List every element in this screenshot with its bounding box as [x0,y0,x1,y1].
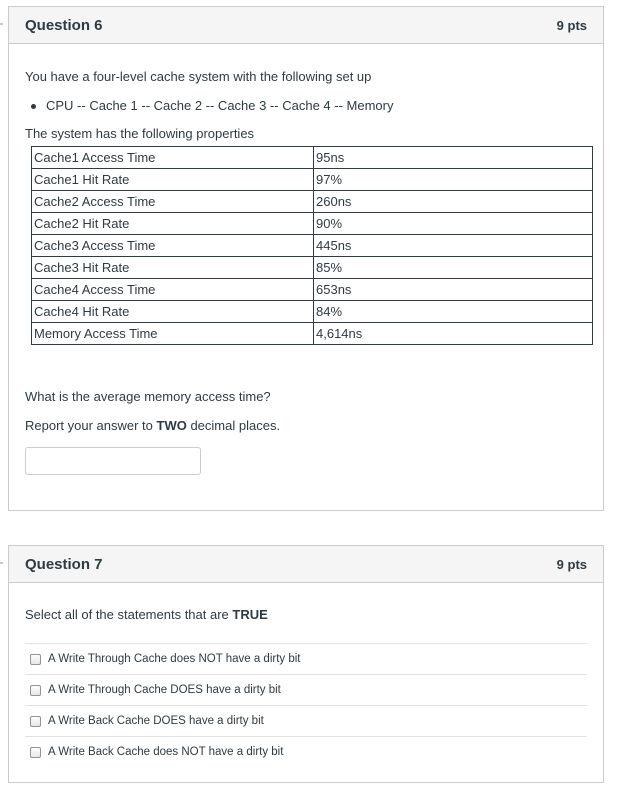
answer-option[interactable] [25,736,587,767]
answer-option-label: A Write Through Cache DOES have a dirty bit [48,684,281,696]
property-value-cell: 97% [314,169,593,191]
property-value-cell: 84% [314,301,593,323]
property-name-cell: Cache2 Access Time [32,191,314,213]
answer-option[interactable] [25,643,587,674]
answer-option-label: A Write Back Cache DOES have a dirty bit [48,715,264,727]
cache-setup-text: CPU -- Cache 1 -- Cache 2 -- Cache 3 -- Cache 4 -- Memory [46,98,394,113]
table-row [32,147,593,169]
question-6-title: Question 6 [25,16,103,34]
answer-options [25,643,587,767]
question-7-header [9,546,603,583]
instruction-prefix: Report your answer to [25,418,157,433]
answer-option[interactable] [25,674,587,705]
property-name-cell: Cache1 Access Time [32,147,314,169]
property-name-cell: Cache1 Hit Rate [32,169,314,191]
prompt-bold: TRUE [232,607,268,622]
answer-option-label: A Write Back Cache does NOT have a dirty bit [48,746,284,758]
bullet-dot-icon [31,104,36,109]
prompt-prefix: Select all of the statements that are [25,607,233,622]
question-7-title: Question 7 [25,555,103,573]
question-side-marker [0,562,3,564]
table-row [32,301,593,323]
cache-setup-bullet [25,97,587,115]
table-row [32,169,593,191]
table-row [32,257,593,279]
properties-table [31,146,593,345]
property-value-cell: 90% [314,213,593,235]
property-value-cell: 95ns [314,147,593,169]
properties-intro: The system has the following properties [25,126,255,141]
property-name-cell: Cache3 Access Time [32,235,314,257]
instruction-bold: TWO [156,418,187,433]
checkbox[interactable] [30,747,41,758]
question-6-intro: You have a four-level cache system with the following set up [25,69,372,84]
question-7-body [9,606,603,767]
table-row [32,323,593,345]
table-row [32,191,593,213]
checkbox[interactable] [30,716,41,727]
question-6-prompt: What is the average memory access time? [25,389,271,404]
table-row [32,235,593,257]
checkbox[interactable] [30,654,41,665]
answer-option[interactable] [25,705,587,736]
property-name-cell: Cache4 Access Time [32,279,314,301]
question-6-points: 9 pts [556,17,587,33]
table-row [32,213,593,235]
property-name-cell: Cache2 Hit Rate [32,213,314,235]
answer-option-label: A Write Through Cache does NOT have a dirty bit [48,653,301,665]
question-7-card [8,545,604,783]
property-name-cell: Cache3 Hit Rate [32,257,314,279]
property-value-cell: 85% [314,257,593,279]
question-6-header [9,7,603,44]
question-6-instruction [25,417,587,435]
property-name-cell: Memory Access Time [32,323,314,345]
table-row [32,279,593,301]
question-6-body [9,68,603,475]
property-value-cell: 260ns [314,191,593,213]
question-side-marker [0,23,3,25]
question-7-prompt [25,606,587,624]
checkbox[interactable] [30,685,41,696]
answer-input[interactable] [25,447,201,475]
property-value-cell: 4,614ns [314,323,593,345]
property-name-cell: Cache4 Hit Rate [32,301,314,323]
question-6-card [8,6,604,511]
instruction-suffix: decimal places. [186,418,281,433]
property-value-cell: 445ns [314,235,593,257]
question-7-points: 9 pts [556,556,587,572]
property-value-cell: 653ns [314,279,593,301]
